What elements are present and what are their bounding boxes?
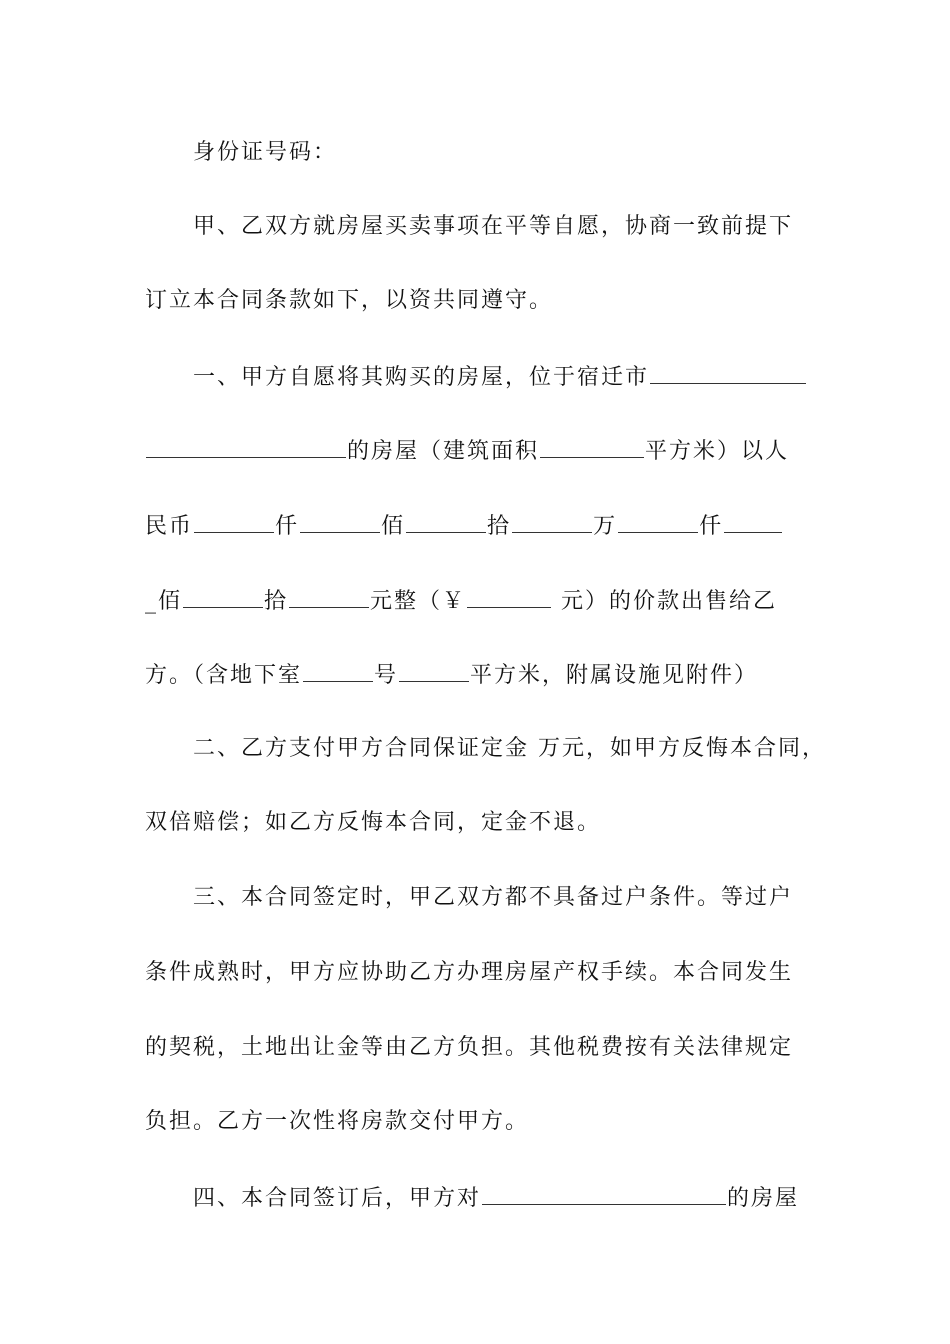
clause-1-text-5: 平方米，附属设施见附件） [470, 663, 759, 688]
clause-2-line-1 [193, 734, 826, 764]
basement-number-blank [303, 659, 373, 682]
preamble-line-2 [145, 286, 810, 316]
price-unit: 万 [593, 514, 618, 539]
address-blank-continued [146, 435, 346, 458]
preamble-text-2: 订立本合同条款如下，以资共同遵守。 [145, 288, 554, 313]
area-blank [540, 435, 644, 458]
clause-2-text-2: 双倍赔偿；如乙方反悔本合同，定金不退。 [145, 810, 602, 835]
price-blank [194, 510, 274, 533]
preamble-line-1 [193, 212, 810, 242]
price-blank [406, 510, 486, 533]
clause-1-line-4 [145, 585, 810, 617]
clause-1-text-2: 的房屋（建筑面积 [347, 439, 540, 464]
clause-4-text-2: 的房屋 [727, 1186, 800, 1211]
clause-1-line-5 [145, 659, 810, 691]
clause-2-text-1: 二、乙方支付甲方合同保证定金 万元，如甲方反悔本合同， [193, 736, 826, 761]
clause-1-text-3: 平方米）以人 [645, 439, 790, 464]
price-unit: 拾 [264, 589, 289, 614]
clause-3-text-2: 条件成熟时，甲方应协助乙方办理房屋产权手续。本合同发生 [145, 960, 794, 985]
clause-3-line-4 [145, 1107, 810, 1137]
basement-label: 方。（含地下室 [145, 663, 303, 688]
preamble-text-1: 甲、乙双方就房屋买卖事项在平等自愿，协商一致前提下 [193, 214, 794, 239]
clause-3-text-3: 的契税，土地出让金等由乙方负担。其他税费按有关法律规定 [145, 1035, 794, 1060]
address-blank [650, 361, 806, 384]
basement-area-blank [399, 659, 469, 682]
price-blank [724, 510, 782, 533]
price-blank [512, 510, 592, 533]
clause-3-line-1 [193, 883, 810, 913]
id-number-line [193, 138, 810, 168]
clause-3-line-2 [145, 958, 810, 988]
clause-1-line-3 [145, 510, 810, 542]
price-unit: 佰 [381, 514, 406, 539]
clause-1-line-1 [193, 361, 810, 393]
price-blank [300, 510, 380, 533]
clause-4-text-1: 四、本合同签订后，甲方对 [193, 1186, 482, 1211]
price-unit: _佰 [145, 589, 183, 614]
clause-1-text-1: 一、甲方自愿将其购买的房屋，位于宿迁市 [193, 365, 650, 390]
property-blank [482, 1182, 726, 1205]
clause-3-text-1: 三、本合同签定时，甲乙双方都不具备过户条件。等过户 [193, 885, 794, 910]
price-blank [618, 510, 698, 533]
amount-blank [467, 585, 551, 608]
id-number-label: 身份证号码： [193, 140, 338, 165]
clause-2-line-2 [145, 808, 810, 838]
price-unit: 仟 [699, 514, 724, 539]
price-unit: 仟 [275, 514, 300, 539]
clause-3-line-3 [145, 1033, 810, 1063]
price-amount-label: 元整（￥ [370, 589, 467, 614]
price-label: 民币 [145, 514, 194, 539]
price-unit: 拾 [487, 514, 512, 539]
basement-number-unit: 号 [374, 663, 399, 688]
clause-3-text-4: 负担。乙方一次性将房款交付甲方。 [145, 1109, 530, 1134]
clause-4-line-1 [193, 1182, 810, 1214]
price-blank [289, 585, 369, 608]
price-blank [183, 585, 263, 608]
clause-1-line-2 [145, 435, 810, 467]
clause-1-text-4: 元）的价款出售给乙 [561, 589, 778, 614]
